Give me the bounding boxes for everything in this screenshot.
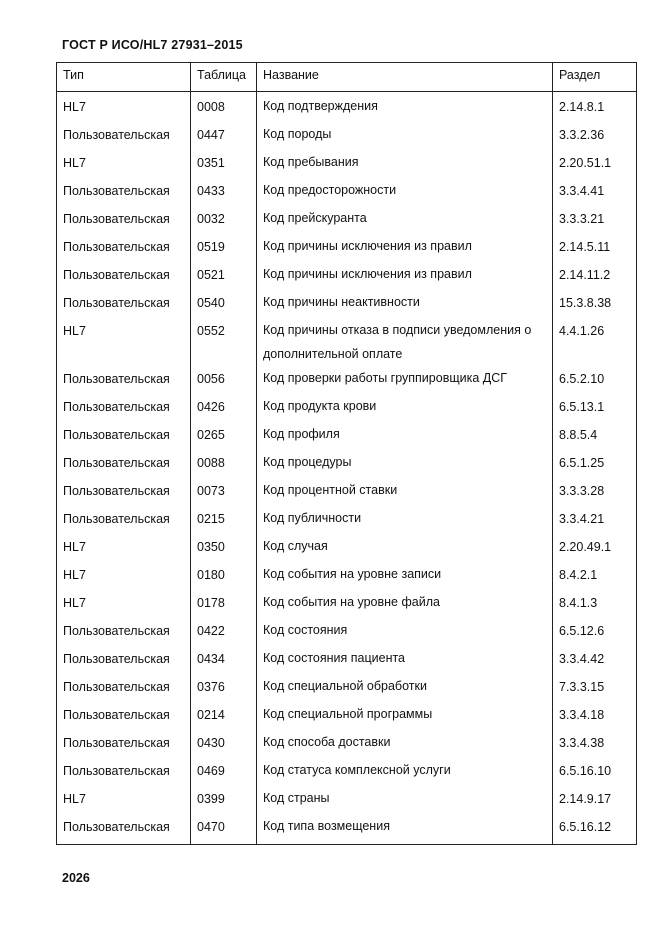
- cell-name: Код страны: [257, 786, 553, 814]
- cell-table-number: 0540: [191, 290, 257, 318]
- cell-table-number: 0265: [191, 422, 257, 450]
- cell-table-number: 0519: [191, 234, 257, 262]
- cell-section: 3.3.4.41: [553, 178, 637, 206]
- cell-type: HL7: [57, 562, 191, 590]
- cell-name: Код пребывания: [257, 150, 553, 178]
- cell-name: Код события на уровне файла: [257, 590, 553, 618]
- page-number: 2026: [62, 871, 90, 885]
- cell-section: 8.8.5.4: [553, 422, 637, 450]
- cell-section: 6.5.2.10: [553, 366, 637, 394]
- cell-type: Пользовательская: [57, 366, 191, 394]
- cell-table-number: 0073: [191, 478, 257, 506]
- cell-section: 3.3.3.28: [553, 478, 637, 506]
- cell-table-number: 0422: [191, 618, 257, 646]
- cell-name: Код события на уровне записи: [257, 562, 553, 590]
- cell-table-number: 0376: [191, 674, 257, 702]
- cell-table-number: 0088: [191, 450, 257, 478]
- cell-type: Пользовательская: [57, 674, 191, 702]
- cell-table-number: 0214: [191, 702, 257, 730]
- codes-table: [56, 62, 637, 845]
- cell-section: 6.5.16.12: [553, 814, 637, 845]
- cell-table-number: 0469: [191, 758, 257, 786]
- cell-name: Код специальной обработки: [257, 674, 553, 702]
- table-row: [57, 534, 637, 562]
- cell-table-number: 0399: [191, 786, 257, 814]
- cell-type: Пользовательская: [57, 178, 191, 206]
- cell-type: Пользовательская: [57, 730, 191, 758]
- cell-name: Код проверки работы группировщика ДСГ: [257, 366, 553, 394]
- cell-type: Пользовательская: [57, 702, 191, 730]
- cell-table-number: 0426: [191, 394, 257, 422]
- cell-name: Код причины исключения из правил: [257, 234, 553, 262]
- cell-type: Пользовательская: [57, 422, 191, 450]
- table-row: [57, 366, 637, 394]
- table-row: [57, 422, 637, 450]
- cell-type: Пользовательская: [57, 206, 191, 234]
- cell-section: 3.3.3.21: [553, 206, 637, 234]
- cell-table-number: 0447: [191, 122, 257, 150]
- cell-section: 6.5.12.6: [553, 618, 637, 646]
- cell-section: 3.3.4.42: [553, 646, 637, 674]
- table-row: [57, 562, 637, 590]
- cell-type: HL7: [57, 318, 191, 366]
- table-row: [57, 590, 637, 618]
- cell-type: Пользовательская: [57, 618, 191, 646]
- cell-name: Код состояния: [257, 618, 553, 646]
- cell-section: 6.5.1.25: [553, 450, 637, 478]
- table-row: [57, 234, 637, 262]
- cell-name: Код процентной ставки: [257, 478, 553, 506]
- cell-name: Код статуса комплексной услуги: [257, 758, 553, 786]
- cell-section: 2.14.11.2: [553, 262, 637, 290]
- cell-name: Код причины исключения из правил: [257, 262, 553, 290]
- cell-name: Код подтверждения: [257, 92, 553, 123]
- cell-table-number: 0008: [191, 92, 257, 123]
- column-header-name: Название: [257, 63, 553, 92]
- cell-type: Пользовательская: [57, 506, 191, 534]
- cell-name: Код специальной программы: [257, 702, 553, 730]
- table-row: [57, 178, 637, 206]
- cell-section: 3.3.4.18: [553, 702, 637, 730]
- cell-section: 6.5.13.1: [553, 394, 637, 422]
- table-row: [57, 450, 637, 478]
- table-row: [57, 758, 637, 786]
- cell-type: Пользовательская: [57, 234, 191, 262]
- cell-table-number: 0350: [191, 534, 257, 562]
- cell-table-number: 0552: [191, 318, 257, 366]
- cell-section: 2.14.5.11: [553, 234, 637, 262]
- cell-table-number: 0351: [191, 150, 257, 178]
- cell-type: Пользовательская: [57, 814, 191, 845]
- column-header-table: Таблица: [191, 63, 257, 92]
- cell-type: Пользовательская: [57, 646, 191, 674]
- cell-section: 3.3.2.36: [553, 122, 637, 150]
- cell-name: Код состояния пациента: [257, 646, 553, 674]
- cell-type: HL7: [57, 590, 191, 618]
- cell-section: 6.5.16.10: [553, 758, 637, 786]
- cell-table-number: 0178: [191, 590, 257, 618]
- cell-section: 8.4.2.1: [553, 562, 637, 590]
- table-row: [57, 674, 637, 702]
- table-row: [57, 646, 637, 674]
- cell-table-number: 0434: [191, 646, 257, 674]
- cell-name: Код профиля: [257, 422, 553, 450]
- cell-table-number: 0215: [191, 506, 257, 534]
- cell-type: Пользовательская: [57, 122, 191, 150]
- cell-section: 8.4.1.3: [553, 590, 637, 618]
- cell-name: Код публичности: [257, 506, 553, 534]
- cell-type: Пользовательская: [57, 450, 191, 478]
- cell-table-number: 0180: [191, 562, 257, 590]
- table-row: [57, 394, 637, 422]
- cell-table-number: 0470: [191, 814, 257, 845]
- cell-name: Код причины неактивности: [257, 290, 553, 318]
- cell-table-number: 0521: [191, 262, 257, 290]
- table-row: [57, 150, 637, 178]
- table-row: [57, 506, 637, 534]
- document-header: ГОСТ Р ИСО/HL7 27931–2015: [62, 38, 243, 52]
- cell-type: HL7: [57, 150, 191, 178]
- table-body: [57, 92, 637, 845]
- cell-name: Код прейскуранта: [257, 206, 553, 234]
- table-row: [57, 92, 637, 123]
- cell-table-number: 0056: [191, 366, 257, 394]
- table-row: [57, 262, 637, 290]
- cell-type: Пользовательская: [57, 758, 191, 786]
- column-header-section: Раздел: [553, 63, 637, 92]
- cell-type: Пользовательская: [57, 394, 191, 422]
- table-row: [57, 290, 637, 318]
- cell-section: 2.14.8.1: [553, 92, 637, 123]
- cell-name: Код процедуры: [257, 450, 553, 478]
- cell-name: Код породы: [257, 122, 553, 150]
- table-row: [57, 206, 637, 234]
- table-row: [57, 318, 637, 366]
- cell-type: Пользовательская: [57, 262, 191, 290]
- cell-table-number: 0032: [191, 206, 257, 234]
- cell-name: Код способа доставки: [257, 730, 553, 758]
- cell-table-number: 0430: [191, 730, 257, 758]
- header-row: [57, 63, 637, 92]
- cell-name: Код предосторожности: [257, 178, 553, 206]
- cell-type: Пользовательская: [57, 478, 191, 506]
- cell-type: HL7: [57, 786, 191, 814]
- cell-type: Пользовательская: [57, 290, 191, 318]
- cell-section: 4.4.1.26: [553, 318, 637, 366]
- table-row: [57, 786, 637, 814]
- cell-name: Код причины отказа в подписи уведомления о дополнительной оплате: [257, 318, 553, 366]
- cell-section: 2.20.51.1: [553, 150, 637, 178]
- cell-section: 3.3.4.38: [553, 730, 637, 758]
- table-row: [57, 702, 637, 730]
- cell-section: 15.3.8.38: [553, 290, 637, 318]
- cell-name: Код типа возмещения: [257, 814, 553, 845]
- cell-section: 3.3.4.21: [553, 506, 637, 534]
- table-row: [57, 730, 637, 758]
- column-header-type: Тип: [57, 63, 191, 92]
- table-row: [57, 478, 637, 506]
- cell-section: 7.3.3.15: [553, 674, 637, 702]
- cell-type: HL7: [57, 534, 191, 562]
- table-row: [57, 122, 637, 150]
- cell-section: 2.14.9.17: [553, 786, 637, 814]
- table-row: [57, 618, 637, 646]
- table-header: [57, 63, 637, 92]
- cell-type: HL7: [57, 92, 191, 123]
- table-row: [57, 814, 637, 845]
- cell-name: Код продукта крови: [257, 394, 553, 422]
- cell-name: Код случая: [257, 534, 553, 562]
- cell-section: 2.20.49.1: [553, 534, 637, 562]
- cell-table-number: 0433: [191, 178, 257, 206]
